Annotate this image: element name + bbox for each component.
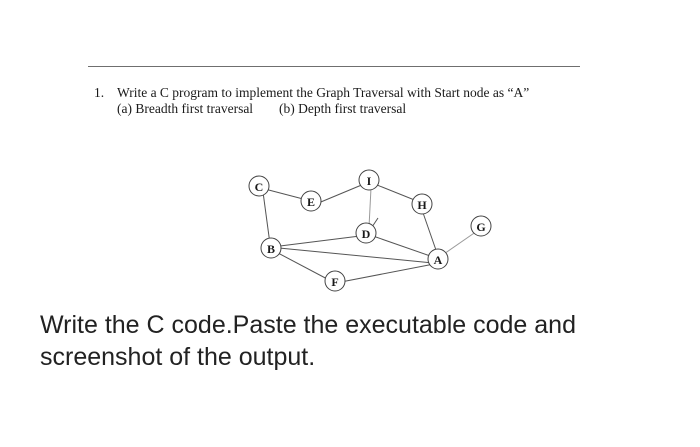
edge-c-b xyxy=(263,192,270,244)
node-e xyxy=(301,191,321,211)
edge-b-d xyxy=(280,236,360,246)
node-b xyxy=(261,238,281,258)
edge-b-a xyxy=(279,248,433,263)
node-h xyxy=(412,194,432,214)
node-b-label: B xyxy=(266,242,276,256)
node-e-label: E xyxy=(306,195,316,209)
node-d-label: D xyxy=(361,227,371,241)
node-f-label: F xyxy=(331,275,339,289)
question-number: 1. xyxy=(94,85,105,100)
node-g-label: G xyxy=(476,220,486,234)
edge-i-h xyxy=(372,183,417,201)
node-c xyxy=(249,176,269,196)
node-a-label: A xyxy=(433,253,443,267)
edge-d-a xyxy=(373,236,436,258)
question-text: Write a C program to implement the Graph Traversal with Start node as “A” xyxy=(117,85,530,100)
question-part-a: (a) Breadth first traversal xyxy=(117,101,254,116)
edge-f-a xyxy=(341,264,434,282)
node-h-label: H xyxy=(417,198,427,212)
edge-e-i xyxy=(316,184,364,204)
node-c-label: C xyxy=(254,180,264,194)
edge-b-f xyxy=(278,253,331,281)
node-a xyxy=(428,249,448,269)
node-i xyxy=(359,170,379,190)
instruction-text: Write the C code.Paste the executable code and screenshot of the output. xyxy=(40,311,576,371)
node-i-label: I xyxy=(366,174,372,188)
question-part-b: (b) Depth first traversal xyxy=(279,101,407,116)
edge-i-d xyxy=(369,188,371,227)
node-g xyxy=(471,216,491,236)
node-d xyxy=(356,223,376,243)
node-f xyxy=(325,271,345,291)
